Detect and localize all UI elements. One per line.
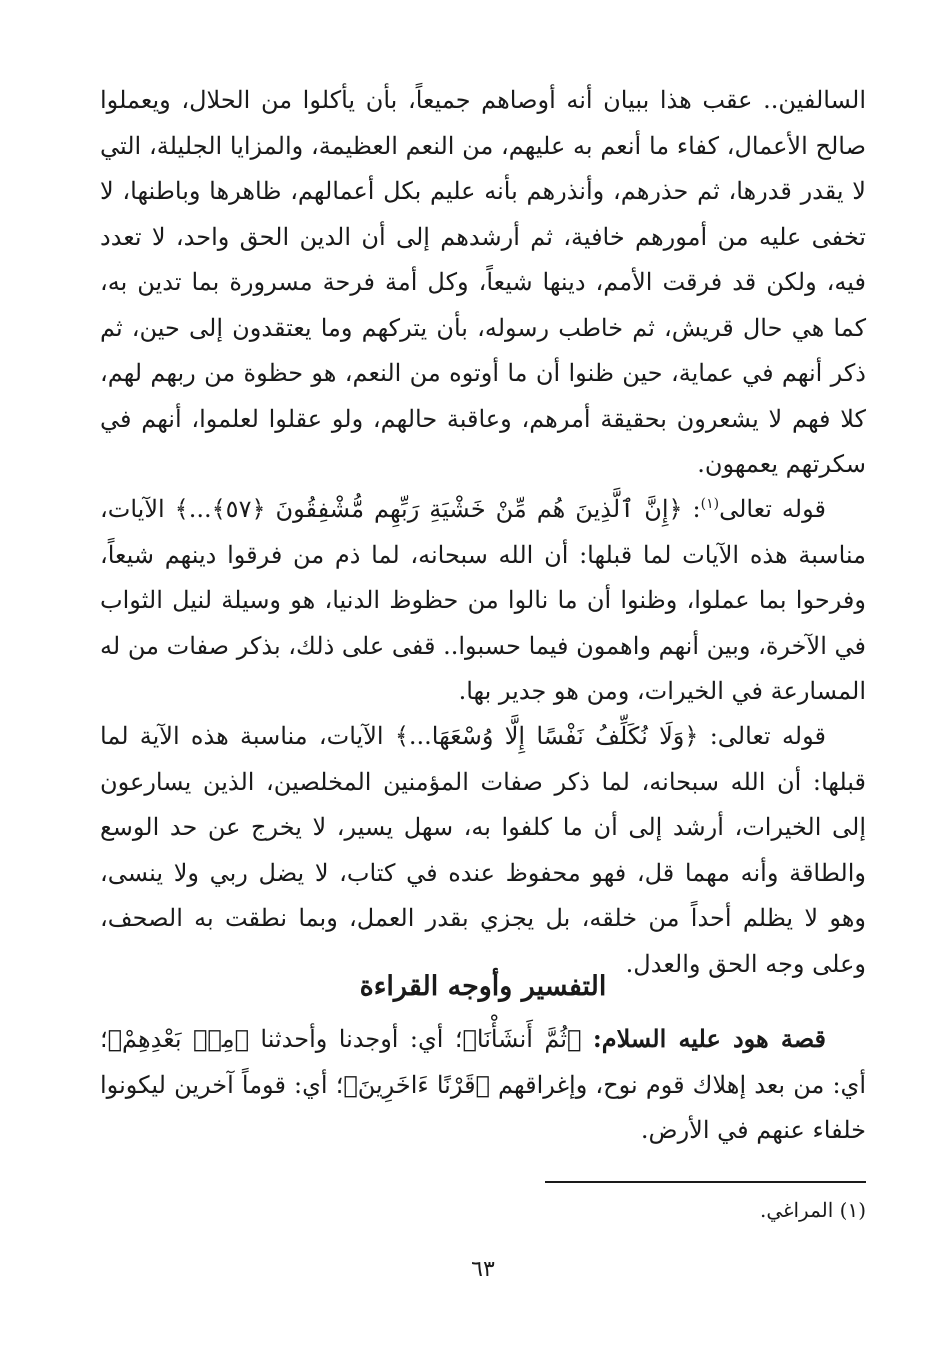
paragraph-3 xyxy=(100,714,866,987)
paragraph-4-lead: قصة هود عليه السلام: xyxy=(592,1024,827,1053)
page-number: ٦٣ xyxy=(471,1257,495,1282)
footnote-divider xyxy=(545,1181,866,1183)
paragraph-1 xyxy=(100,78,866,488)
paragraph-1-text: السالفين.. عقب هذا ببيان أنه أوصاهم جميعاً، بأن يأكلوا من الحلال، ويعملوا صالح الأعمال، كفاء ما أنعم به عليهم، من النعم العظيمة، والمزايا الجليلة، التي لا يقدر قدرها، ثم حذرهم، وأنذرهم بأنه عليم بكل أعمالهم، ظاهرها وباطنها، لا تخفى عليه من أمورهم خافية، ثم أرشدهم إلى أن الدين الحق واحد، لا تعدد فيه، ولكن قد فرقت الأمم، دينها شيعاً، وكل أمة فرحة مسرورة بما تدين به، كما هي حال قريش، ثم خاطب رسوله، بأن يتركهم وما يعتقدون إلى حين، ثم ذكر أنهم في عماية، حين ظنوا أن ما أوتوه من النعم، هو حظوة من ربهم لهم، كلا فهم لا يشعرون بحقيقة أمرهم، وعاقبة حالهم، ولو عقلوا لعلموا، أنهم في سكرتهم يعمهون. xyxy=(100,86,866,478)
paragraph-2-text: : ﴿إِنَّ ٱلَّذِينَ هُم مِّنْ خَشْيَةِ رَبِّهِم مُّشْفِقُونَ ﴿٥٧﴾...﴾ الآيات، مناسبة هذه الآيات لما قبلها: أن الله سبحانه، لما ذم من فرقوا دينهم شيعاً، وفرحوا بما عملوا، وظنوا أن ما نالوا من حظوظ الدنيا، هو وسيلة لنيل الثواب في الآخرة، وبين أنهم واهمون فيما حسبوا.. قفى على ذلك، بذكر صفات من له المسارعة في الخيرات، ومن هو جدير بها. xyxy=(100,495,866,705)
paragraph-3-text: قوله تعالى: ﴿وَلَا نُكَلِّفُ نَفْسًا إِلَّا وُسْعَهَا...﴾ الآيات، مناسبة هذه الآية لما قبلها: أن الله سبحانه، لما ذكر صفات المؤمنين المخلصين، الذين يسارعون إلى الخيرات، أرشد إلى أن ما كلفوا به، سهل يسير، لا يخرج عن حد الوسع والطاقة وأنه مهما قل، فهو محفوظ عنده في كتاب، لا يضل ربي ولا ينسى، وهو لا يظلم أحداً من خلقه، بل يجزي بقدر العمل، وبما نطقت به الصحف، وعلى وجه الحق والعدل. xyxy=(100,722,866,978)
footnote: (١) المراغي. xyxy=(759,1198,866,1222)
paragraph-2-lead: قوله تعالى xyxy=(719,495,826,523)
paragraph-2 xyxy=(100,487,866,715)
footnote-reference[interactable]: (١) xyxy=(700,496,720,512)
paragraph-4-text: ﴿ثُمَّ أَنشَأْنَا﴾؛ أي: أوجدنا وأحدثنا ﴿مِنۢ بَعْدِهِمْ﴾؛ أي: من بعد إهلاك قوم نوح، وإغراقهم ﴿قَرْنًا ءَاخَرِينَ﴾؛ أي: قوماً آخرين ليكونوا خلفاء عنهم في الأرض. xyxy=(100,1025,866,1144)
section-heading: التفسير وأوجه القراءة xyxy=(359,971,607,1002)
paragraph-4 xyxy=(100,1016,866,1154)
